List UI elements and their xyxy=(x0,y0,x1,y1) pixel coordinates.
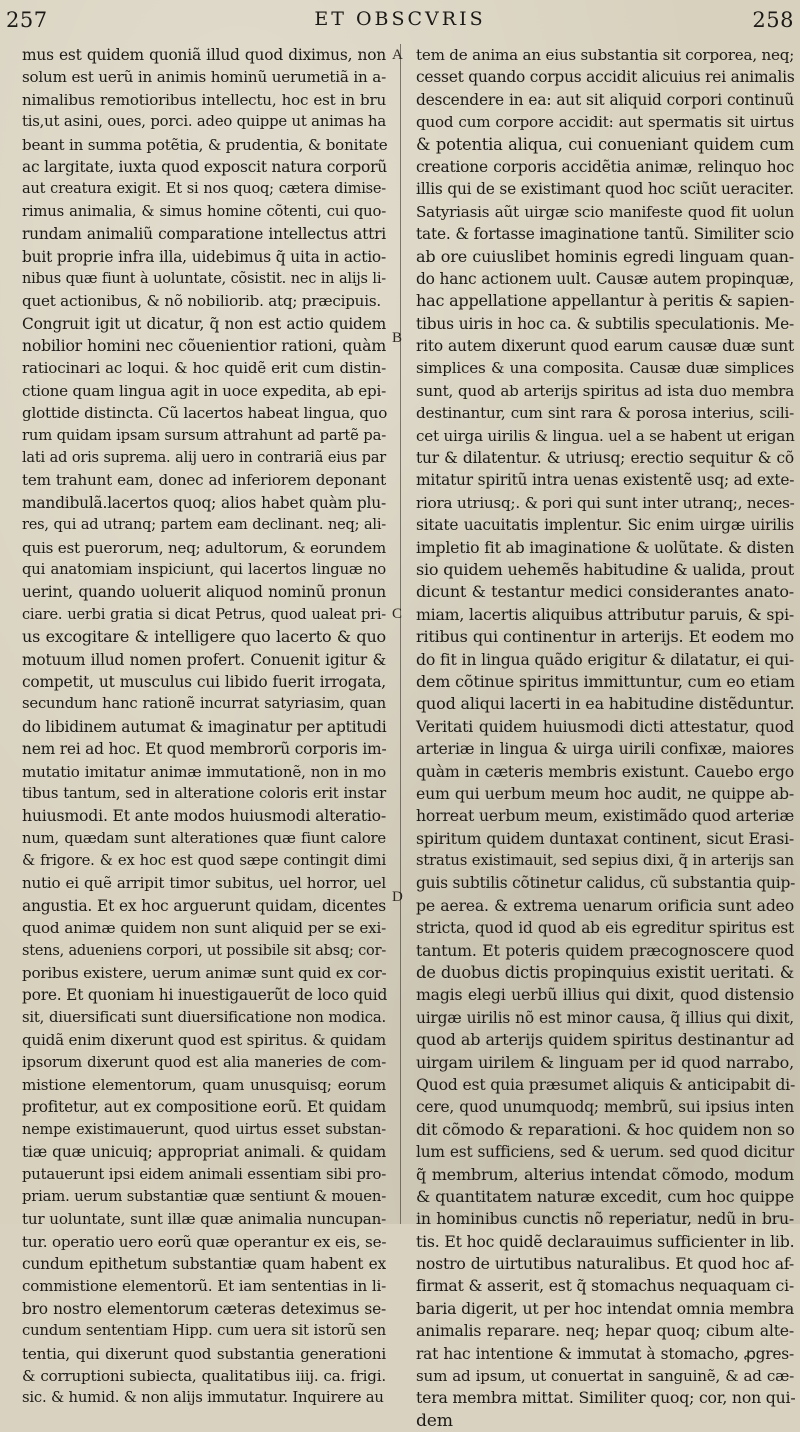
text-columns xyxy=(0,44,800,1431)
text-line: glottide distincta. Cũ lacertos habeat lingua, quo xyxy=(22,404,388,423)
text-line: ipsorum dixerunt quod est alia maneries de com- xyxy=(22,1053,386,1071)
text-line: aut creatura exigit. Et si nos quoq; cætera dimise- xyxy=(22,181,386,198)
text-line: sum ad ipsum, ut conuertat in sanguinẽ, & ad cæ- xyxy=(416,1367,794,1386)
text-line: ctione quam lingua agit in uoce expedita, ab epi- xyxy=(22,381,386,400)
margin-marker-c: C xyxy=(392,606,403,622)
text-line: do hanc actionem uult. Causæ autem propinquæ, xyxy=(416,269,794,288)
text-line: profitetur, aut ex compositione eorũ. Et quidam xyxy=(22,1098,386,1117)
text-line: quod aliqui lacerti in ea habitudine distẽduntur. xyxy=(416,694,795,714)
text-line: do fit in lingua quãdo erigitur & dilatatur, ei qui- xyxy=(416,649,794,669)
text-line: & quantitatem naturæ excedit, cum hoc quippe xyxy=(416,1186,794,1206)
text-line: ac largitate, iuxta quod exposcit natura corporũ xyxy=(22,157,387,176)
text-line: tur & dilatentur. & utriusq; erectio sequitur & cõ xyxy=(416,449,794,468)
text-line: uirgam uirilem & linguam per id quod narrabo, xyxy=(416,1052,794,1072)
text-line: qui anatomiam inspiciunt, qui lacertos linguæ no xyxy=(22,560,386,578)
text-line: nimalibus remotioribus intellectu, hoc est in bru xyxy=(22,90,386,109)
text-line: pe aerea. & extrema uenarum orificia sunt adeo xyxy=(416,895,794,915)
text-line: priam. uerum substantiæ quæ sentiunt & mouen- xyxy=(22,1187,386,1205)
text-line: q̃ membrum, alterius intendat cõmodo, modum xyxy=(416,1164,794,1184)
text-line: tur uoluntate, sunt illæ quæ animalia nuncupan- xyxy=(22,1210,386,1229)
text-line: Satyriasis aũt uirgæ scio manifeste quod fit uolun xyxy=(416,202,794,221)
text-line: destinantur, cum sint rara & porosa interius, scili- xyxy=(416,404,794,423)
text-line: do libidinem autumat & imaginatur per aptitudi xyxy=(22,717,387,736)
page-number-right: 258 xyxy=(752,8,794,32)
text-line: descendere in ea: aut sit aliquid corpori continuũ xyxy=(416,90,794,109)
text-line: miam, lacertis aliquibus attributur paruis, & spi- xyxy=(416,604,794,624)
text-line: dicunt & testantur medici considerantes anato- xyxy=(416,582,794,602)
text-line: us excogitare & intelligere quo lacerto & quo xyxy=(22,627,386,647)
text-line: res, qui ad utranq; partem eam declinant. neq; ali- xyxy=(22,517,386,534)
margin-marker-a: A xyxy=(392,47,403,63)
text-line: cet uirga uirilis & lingua. uel a se habent ut erigan xyxy=(416,426,795,445)
text-line: lati ad oris suprema. alij uero in contrariã eius par xyxy=(22,450,386,467)
text-line: tiæ quæ unicuiq; appropriat animali. & quidam xyxy=(22,1143,386,1162)
text-line: cesset quando corpus accidit alicuius rei animalis xyxy=(416,68,795,87)
text-line: & frigore. & ex hoc est quod sæpe contingit dimi xyxy=(22,852,386,870)
text-line: spiritum quidem duntaxat continent, sicut Erasi- xyxy=(416,828,794,848)
text-line: quod animæ quidem non sunt aliquid per se exi- xyxy=(22,919,386,938)
text-line: nempe existimauerunt, quod uirtus esset substan- xyxy=(22,1121,386,1138)
text-line: Congruit igit ut dicatur, q̃ non est actio quidem xyxy=(22,314,386,333)
text-line: pore. Et quoniam hi inuestigauerũt de loco quid xyxy=(22,986,388,1005)
page-header xyxy=(0,0,800,40)
text-line: dem cõtinue spiritus immittuntur, cum eo etiam xyxy=(416,671,795,691)
text-line: cere, quod unumquodq; membrũ, sui ipsius inten xyxy=(416,1098,794,1117)
margin-marker-b: B xyxy=(392,330,403,346)
text-line: tis,ut asini, oues, porci. adeo quippe ut animas ha xyxy=(22,113,386,131)
text-line: illis qui de se existimant quod hoc sciũt ueraciter. xyxy=(416,180,794,199)
text-line: rum quidam ipsam sursum attrahunt ad partẽ pa- xyxy=(22,426,386,444)
text-line: simplices & una composita. Causæ duæ simplices xyxy=(416,359,794,378)
text-line: ab ore cuiuslibet hominis egredi linguam quan- xyxy=(416,246,794,266)
text-line: ritibus qui continentur in arterijs. Et eodem mo xyxy=(416,627,794,647)
text-line: tentia, qui dixerunt quod substantia generationi xyxy=(22,1344,386,1363)
text-line: magis elegi uerbũ illius qui dixit, quod distensio xyxy=(416,985,794,1005)
text-line: & corruptioni subiecta, qualitatibus iiij. ca. frigi. xyxy=(22,1367,386,1386)
text-line: tem trahunt eam, donec ad inferiorem deponant xyxy=(22,471,386,490)
text-line: horreat uerbum meum, existimãdo quod arteriæ xyxy=(416,806,794,826)
text-line: cundum sententiam Hipp. cum uera sit istorũ sen xyxy=(22,1322,386,1340)
text-line: mandibulã.lacertos quoq; alios habet quàm plu- xyxy=(22,493,386,512)
right-column xyxy=(416,44,794,1432)
text-line: commistione elementorũ. Et iam sententias in li- xyxy=(22,1277,386,1296)
text-line: mus est quidem quoniã illud quod diximus, non xyxy=(22,46,386,64)
text-line: sitate uacuitatis implentur. Sic enim uirgæ uirilis xyxy=(416,516,794,535)
text-line: stricta, quod id quod ab eis egreditur spiritus est xyxy=(416,919,794,938)
text-line: sic. & humid. & non alijs immutatur. Inquirere au xyxy=(22,1389,384,1407)
text-line: riora utriusq;. & pori qui sunt inter utranq;, neces- xyxy=(416,493,795,512)
page-number-left: 257 xyxy=(6,8,48,32)
text-line: tibus uiris in hoc ca. & subtilis speculationis. Me- xyxy=(416,314,794,333)
text-line: dem xyxy=(416,1410,453,1431)
text-line: rito autem dixerunt quod earum causæ duæ sunt xyxy=(416,337,794,356)
text-line: sunt, quod ab arterijs spiritus ad ista duo membra xyxy=(416,381,794,400)
text-line: huiusmodi. Et ante modos huiusmodi alteratio- xyxy=(22,806,386,826)
text-line: rimus animalia, & simus homine cõtenti, cui quo- xyxy=(22,202,386,220)
text-line: dit cõmodo & reparationi. & hoc quidem non so xyxy=(416,1119,795,1139)
text-line: quidã enim dixerunt quod est spiritus. & quidam xyxy=(22,1031,386,1050)
text-line: bro nostro elementorum cæteras deteximus se- xyxy=(22,1299,386,1318)
text-line: quod ab arterijs quidem spiritus destinantur ad xyxy=(416,1030,794,1050)
text-line: tibus tantum, sed in alteratione coloris erit instar xyxy=(22,784,386,802)
text-line: beant in summa potẽtia, & prudentia, & bonitate xyxy=(22,135,388,154)
text-line: competit, ut musculus cui libido fuerit irrogata, xyxy=(22,672,386,691)
text-line: & potentia aliqua, cui conueniant quidem cum xyxy=(416,134,794,154)
text-line: rat hac intentione & immutat à stomacho, ꝓgres- xyxy=(416,1344,794,1363)
text-line: tantum. Et poteris quidem præcognoscere quod xyxy=(416,940,794,960)
text-line: de duobus dictis propinquius existit ueritati. & xyxy=(416,963,794,983)
text-line: poribus existere, uerum animæ sunt quid ex cor- xyxy=(22,964,387,983)
text-line: sio quidem uehemẽs habitudine & ualida, prout xyxy=(416,559,794,579)
text-line: secundum hanc rationẽ incurrat satyriasim, quan xyxy=(22,695,386,713)
text-line: quod cum corpore accidit: aut spermatis sit uirtus xyxy=(416,113,794,132)
text-line: nem rei ad hoc. Et quod membrorũ corporis im- xyxy=(22,740,387,759)
text-line: animalis reparare. neq; hepar quoq; cibum alte- xyxy=(416,1321,794,1341)
text-line: quis est puerorum, neq; adultorum, & eorundem xyxy=(22,538,386,557)
text-line: ratiocinari ac loqui. & hoc quidẽ erit cum distin- xyxy=(22,359,386,378)
text-line: in hominibus cunctis nõ reperiatur, nedũ in bru- xyxy=(416,1209,794,1229)
text-line: nobilior homini nec cõuenientior rationi, quàm xyxy=(22,336,386,356)
text-line: guis subtilis cõtinetur calidus, cũ substantia quip- xyxy=(416,874,796,893)
text-line: rundam animaliũ comparatione intellectus attri xyxy=(22,225,386,244)
text-line: num, quædam sunt alterationes quæ fiunt calore xyxy=(22,829,386,847)
text-line: nostro de uirtutibus naturalibus. Et quod hoc af- xyxy=(416,1254,794,1274)
text-line: mutatio imitatur animæ immutationẽ, non in mo xyxy=(22,762,386,781)
column-divider xyxy=(400,44,401,1224)
text-line: mitatur spiritũ intra uenas existentẽ usq; ad exte- xyxy=(416,471,795,490)
text-line: hac appellatione appellantur à peritis & sapien- xyxy=(416,291,795,311)
text-line: mistione elementorum, quam unusquisq; eorum xyxy=(22,1075,386,1094)
left-column xyxy=(22,44,386,1410)
text-line: stens, adueniens corpori, ut possibile sit absq; cor- xyxy=(22,942,387,959)
text-line: tera membra mittat. Similiter quoq; cor, non qui- xyxy=(416,1388,796,1408)
text-line: nutio ei quẽ arripit timor subitus, uel horror, uel xyxy=(22,874,386,893)
text-line: quet actionibus, & nõ nobiliorib. atq; præcipuis. xyxy=(22,292,381,311)
text-line: motuum illud nomen profert. Conuenit igitur & xyxy=(22,650,386,669)
text-line: tur. operatio uero eorũ quæ operantur ex eis, se- xyxy=(22,1232,387,1251)
text-line: lum est sufficiens, sed & uerum. sed quod dicitur xyxy=(416,1143,794,1162)
text-line: cundum epithetum substantiæ quam habent ex xyxy=(22,1255,386,1274)
text-line: tate. & fortasse imaginatione tantũ. Similiter scio xyxy=(416,225,794,244)
text-line: ciare. uerbi gratia si dicat Petrus, quod ualeat pri- xyxy=(22,606,386,623)
text-line: arteriæ in lingua & uirga uirili confixæ, maiores xyxy=(416,739,794,759)
text-line: sit, diuersificati sunt diuersificatione non modica. xyxy=(22,1008,386,1026)
text-line: firmat & asserit, est q̃ stomachus nequaquam ci- xyxy=(416,1276,794,1296)
margin-marker-d: D xyxy=(392,889,403,905)
text-line: solum est uerũ in animis hominũ uerumetiã in a- xyxy=(22,68,386,87)
text-line: angustia. Et ex hoc arguerunt quidam, dicentes xyxy=(22,896,386,915)
running-title: ET OBSCVRIS xyxy=(314,8,486,30)
text-line: eum qui uerbum meum hoc audit, ne quippe ab- xyxy=(416,783,794,803)
text-line: buit proprie infra illa, uidebimus q̃ uita in actio- xyxy=(22,247,386,266)
text-line: stratus existimauit, sed sepius dixi, q̃ in arterijs san xyxy=(416,852,794,870)
text-line: baria digerit, ut per hoc intendat omnia membra xyxy=(416,1298,794,1318)
text-line: Veritati quidem huiusmodi dicti attestatur, quod xyxy=(416,716,794,736)
text-line: uirgæ uirilis nõ est minor causa, q̃ illius qui dixit, xyxy=(416,1008,794,1027)
text-line: creatione corporis accidẽtia animæ, relinquo hoc xyxy=(416,157,794,176)
text-line: quàm in cæteris membris existunt. Cauebo ergo xyxy=(416,761,794,781)
text-line: uerint, quando uoluerit aliquod nominũ pronun xyxy=(22,583,386,602)
text-line: impletio fit ab imaginatione & uolũtate. & disten xyxy=(416,537,795,557)
text-line: tem de anima an eius substantia sit corporea, neq; xyxy=(416,46,795,64)
text-line: nibus quæ fiunt à uoluntate, cõsistit. nec in alijs li- xyxy=(22,270,386,287)
text-line: Quod est quia præsumet aliquis & anticipabit di- xyxy=(416,1074,796,1094)
text-line: putauerunt ipsi eidem animali essentiam sibi pro- xyxy=(22,1165,386,1183)
text-line: tis. Et hoc quidẽ declarauimus sufficienter in lib. xyxy=(416,1231,795,1251)
